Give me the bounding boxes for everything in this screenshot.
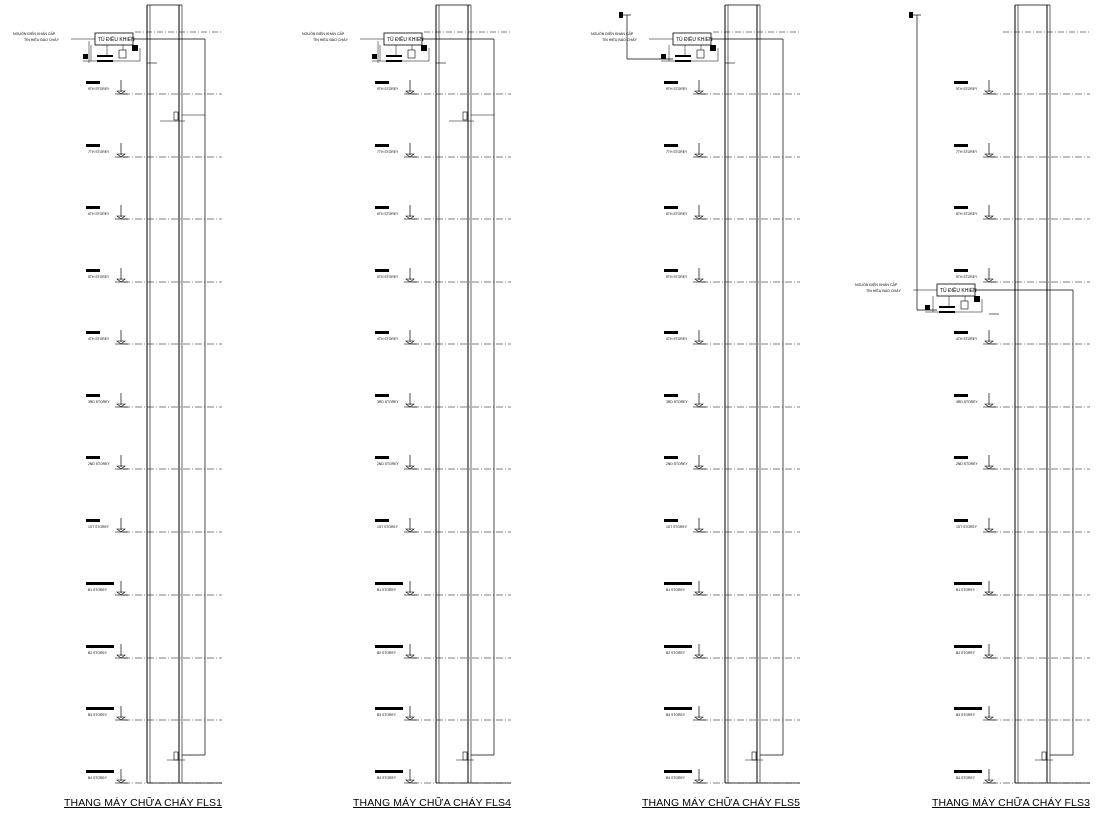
floor-label: 9TH STOREY (377, 87, 399, 91)
terminal-strip-icon (386, 55, 402, 57)
floor-tag-bar (954, 331, 968, 334)
panel-note-power: NGUỒN ĐIỆN KHẨN CẤP (13, 32, 56, 36)
floor-label: B4 STOREY (88, 776, 107, 780)
floor-label: 5TH STOREY (88, 275, 110, 279)
floor-tag-bar (664, 519, 678, 522)
title-fls4: THANG MÁY CHỮA CHÁY FLS4 (353, 797, 512, 809)
panel-note-power: NGUỒN ĐIỆN KHẨN CẤP (855, 283, 898, 287)
switch-icon (925, 305, 930, 310)
floor-tag-bar (86, 645, 114, 648)
terminal-strip-icon (939, 306, 955, 308)
floor-label: 1ST STOREY (666, 525, 687, 529)
floor-tag-bar (86, 582, 114, 585)
floor-label: 9TH STOREY (88, 87, 110, 91)
floor-label: B2 STOREY (666, 651, 685, 655)
floor-tag-bar (954, 770, 982, 773)
floor-tag-bar (375, 582, 403, 585)
floor-tag-bar (954, 707, 982, 710)
floor-tag-bar (375, 144, 389, 147)
mid-device-icon (174, 112, 178, 120)
control-panel-label: TỦ ĐIỀU KHIỂN (676, 37, 713, 43)
floor-tag-bar (375, 645, 403, 648)
floor-label: 3RD STOREY (666, 400, 688, 404)
floor-label: 3RD STOREY (956, 400, 978, 404)
floor-tag-bar (664, 331, 678, 334)
bottom-device-icon (752, 752, 756, 760)
bottom-device-icon (174, 752, 178, 760)
floor-tag-bar (375, 206, 389, 209)
floor-tag-bar (954, 81, 968, 84)
floor-tag-bar (375, 269, 389, 272)
floor-label: 5TH STOREY (666, 275, 688, 279)
floor-tag-bar (954, 582, 982, 585)
floor-label: B3 STOREY (88, 713, 107, 717)
floor-label: B1 STOREY (88, 588, 107, 592)
bottom-device-icon (1042, 752, 1046, 760)
breaker-icon (421, 45, 427, 51)
floor-label: B4 STOREY (956, 776, 975, 780)
floor-tag-bar (954, 144, 968, 147)
panel-note-fire-signal: TÍN HIỆU BÁO CHÁY (602, 38, 637, 42)
floor-label: B3 STOREY (666, 713, 685, 717)
floor-tag-bar (375, 81, 389, 84)
floor-tag-bar (664, 81, 678, 84)
title-fls1: THANG MÁY CHỮA CHÁY FLS1 (64, 797, 223, 809)
riser-diagram-3 (591, 5, 800, 783)
floor-label: 4TH STOREY (377, 337, 399, 341)
floor-tag-bar (954, 456, 968, 459)
floor-tag-bar (954, 269, 968, 272)
floor-tag-bar (86, 770, 114, 773)
floor-tag-bar (375, 770, 403, 773)
floor-tag-bar (375, 456, 389, 459)
floor-tag-bar (86, 394, 100, 397)
floor-label: 5TH STOREY (377, 275, 399, 279)
floor-tag-bar (375, 707, 403, 710)
floor-tag-bar (86, 456, 100, 459)
floor-tag-bar (86, 519, 100, 522)
supply-source-icon (619, 12, 623, 18)
mid-device-icon (463, 112, 467, 120)
floor-tag-bar (664, 456, 678, 459)
floor-tag-bar (375, 519, 389, 522)
breaker-icon (132, 45, 138, 51)
floor-tag-bar (954, 645, 982, 648)
floor-label: B1 STOREY (956, 588, 975, 592)
relay-icon (408, 50, 415, 58)
floor-label: B3 STOREY (377, 713, 396, 717)
floor-label: 7TH STOREY (956, 150, 978, 154)
riser-diagram-4 (855, 5, 1090, 783)
riser-diagram-2 (302, 5, 511, 783)
relay-icon (119, 50, 126, 58)
floor-label: 4TH STOREY (666, 337, 688, 341)
floor-label: 6TH STOREY (88, 212, 110, 216)
floor-label: 6TH STOREY (377, 212, 399, 216)
panel-note-power: NGUỒN ĐIỆN KHẨN CẤP (302, 32, 345, 36)
floor-tag-bar (375, 331, 389, 334)
floor-label: 7TH STOREY (377, 150, 399, 154)
floor-label: 7TH STOREY (666, 150, 688, 154)
floor-label: 4TH STOREY (88, 337, 110, 341)
breaker-icon (974, 296, 980, 302)
switch-icon (372, 54, 377, 59)
riser-diagram-1 (13, 5, 222, 783)
floor-label: 2ND STOREY (377, 462, 399, 466)
floor-label: 2ND STOREY (666, 462, 688, 466)
floor-tag-bar (86, 81, 100, 84)
terminal-strip-icon (97, 55, 113, 57)
control-panel-label: TỦ ĐIỀU KHIỂN (940, 288, 977, 294)
floor-tag-bar (664, 707, 692, 710)
terminal-strip-icon (675, 55, 691, 57)
floor-tag-bar (664, 206, 678, 209)
floor-label: B2 STOREY (956, 651, 975, 655)
switch-icon (83, 54, 88, 59)
control-panel-label: TỦ ĐIỀU KHIỂN (98, 37, 135, 43)
floor-tag-bar (86, 206, 100, 209)
floor-label: 1ST STOREY (377, 525, 398, 529)
floor-label: 6TH STOREY (956, 212, 978, 216)
control-panel-label: TỦ ĐIỀU KHIỂN (387, 37, 424, 43)
panel-note-fire-signal: TÍN HIỆU BÁO CHÁY (313, 38, 348, 42)
floor-tag-bar (86, 269, 100, 272)
floor-label: B2 STOREY (377, 651, 396, 655)
relay-icon (961, 301, 968, 309)
floor-tag-bar (954, 394, 968, 397)
floor-tag-bar (86, 707, 114, 710)
supply-source-icon (909, 12, 913, 18)
floor-label: B4 STOREY (666, 776, 685, 780)
floor-label: 9TH STOREY (666, 87, 688, 91)
breaker-icon (710, 45, 716, 51)
floor-label: 6TH STOREY (666, 212, 688, 216)
floor-label: B4 STOREY (377, 776, 396, 780)
floor-tag-bar (954, 206, 968, 209)
floor-tag-bar (954, 519, 968, 522)
floor-tag-bar (664, 269, 678, 272)
floor-label: B1 STOREY (666, 588, 685, 592)
title-fls5: THANG MÁY CHỮA CHÁY FLS5 (642, 797, 801, 809)
floor-label: 2ND STOREY (88, 462, 110, 466)
title-fls3: THANG MÁY CHỮA CHÁY FLS3 (932, 797, 1091, 809)
bottom-device-icon (463, 752, 467, 760)
floor-tag-bar (86, 331, 100, 334)
floor-tag-bar (375, 394, 389, 397)
switch-icon (661, 54, 666, 59)
floor-tag-bar (664, 582, 692, 585)
floor-tag-bar (664, 144, 678, 147)
floor-tag-bar (86, 144, 100, 147)
floor-label: B3 STOREY (956, 713, 975, 717)
floor-label: 1ST STOREY (88, 525, 109, 529)
panel-note-fire-signal: TÍN HIỆU BÁO CHÁY (24, 38, 59, 42)
floor-label: 7TH STOREY (88, 150, 110, 154)
floor-label: 1ST STOREY (956, 525, 977, 529)
floor-tag-bar (664, 394, 678, 397)
floor-label: 3RD STOREY (88, 400, 110, 404)
floor-tag-bar (664, 645, 692, 648)
floor-label: B2 STOREY (88, 651, 107, 655)
floor-label: B1 STOREY (377, 588, 396, 592)
panel-note-power: NGUỒN ĐIỆN KHẨN CẤP (591, 32, 634, 36)
floor-label: 4TH STOREY (956, 337, 978, 341)
floor-label: 5TH STOREY (956, 275, 978, 279)
floor-label: 3RD STOREY (377, 400, 399, 404)
floor-tag-bar (664, 770, 692, 773)
panel-note-fire-signal: TÍN HIỆU BÁO CHÁY (866, 289, 901, 293)
floor-label: 2ND STOREY (956, 462, 978, 466)
floor-label: 9TH STOREY (956, 87, 978, 91)
relay-icon (697, 50, 704, 58)
